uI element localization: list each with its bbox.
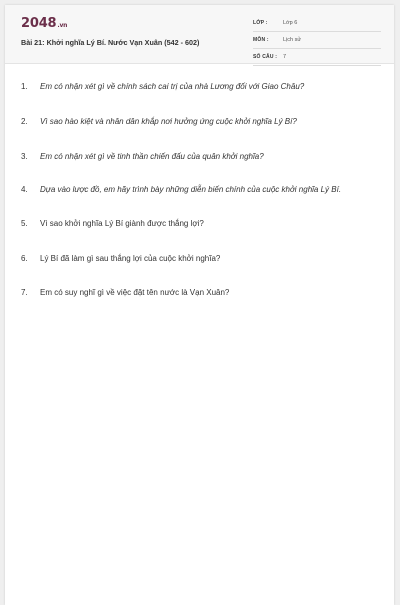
site-logo[interactable]	[21, 16, 67, 31]
logo-main: 2048	[21, 16, 57, 31]
question-number: 1.	[21, 82, 28, 91]
question-text: Vì sao khởi nghĩa Lý Bí giành được thắng lợi?	[40, 219, 204, 228]
question-text: Em có nhận xét gì về tinh thần chiến đấu của quân khởi nghĩa?	[40, 152, 264, 161]
question-text: Dựa vào lược đồ, em hãy trình bày những diễn biến chính của cuộc khởi nghĩa Lý Bí.	[40, 185, 342, 194]
lesson-title: Bài 21: Khởi nghĩa Lý Bí. Nước Vạn Xuân (542 - 602)	[21, 38, 200, 47]
question-item	[21, 287, 381, 299]
question-number: 7.	[21, 288, 28, 297]
meta-label: SỐ CÂU :	[253, 54, 278, 60]
question-number: 4.	[21, 185, 28, 194]
question-item	[21, 116, 381, 128]
question-number: 2.	[21, 117, 28, 126]
meta-row-count	[253, 51, 381, 66]
logo-tld: .vn	[57, 22, 68, 29]
question-list	[21, 81, 381, 299]
meta-value: 7	[283, 54, 287, 60]
meta-value: Lớp 6	[283, 20, 298, 26]
meta-info	[253, 17, 381, 68]
question-item	[21, 253, 381, 265]
meta-label: MÔN :	[253, 37, 269, 43]
question-item	[21, 218, 381, 230]
worksheet-header	[5, 5, 394, 64]
question-text: Em có nhận xét gì về chính sách cai trị của nhà Lương đối với Giao Châu?	[40, 82, 305, 91]
question-text: Lý Bí đã làm gì sau thắng lợi của cuộc khởi nghĩa?	[40, 254, 221, 263]
worksheet-page	[5, 5, 394, 605]
question-item	[21, 81, 381, 93]
question-text: Vì sao hào kiệt và nhân dân khắp nơi hưởng ứng cuộc khởi nghĩa Lý Bí?	[40, 117, 297, 126]
meta-value: Lịch sử	[283, 37, 302, 43]
meta-row-subject	[253, 34, 381, 49]
question-number: 5.	[21, 219, 28, 228]
meta-label: LỚP :	[253, 20, 268, 26]
question-text: Em có suy nghĩ gì về việc đặt tên nước là Vạn Xuân?	[40, 288, 230, 297]
meta-row-class	[253, 17, 381, 32]
question-item	[21, 151, 381, 163]
question-item	[21, 184, 381, 196]
question-number: 3.	[21, 152, 28, 161]
question-number: 6.	[21, 254, 28, 263]
